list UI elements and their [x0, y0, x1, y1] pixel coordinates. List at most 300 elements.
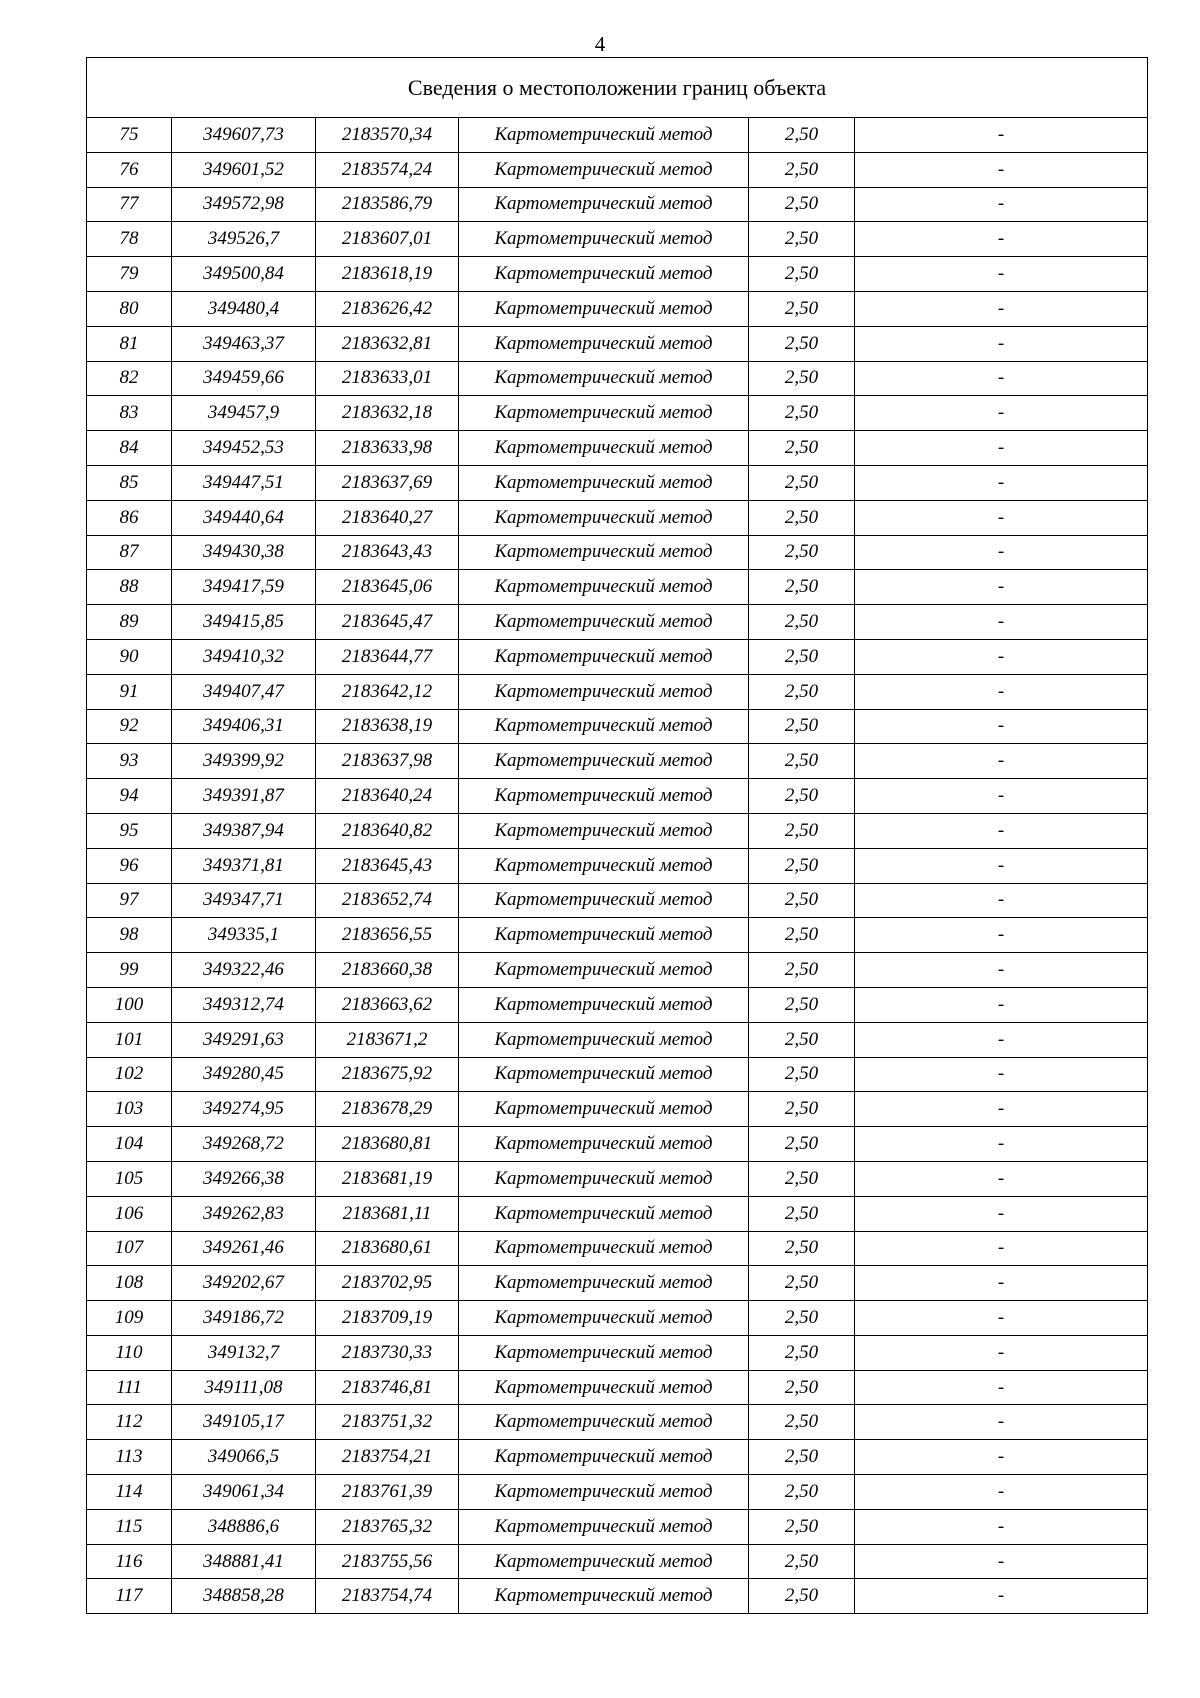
- point-number-cell: 76: [87, 152, 172, 187]
- accuracy-cell: 2,50: [749, 1057, 855, 1092]
- x-coordinate-cell: 349407,47: [172, 674, 316, 709]
- y-coordinate-cell: 2183632,81: [316, 326, 459, 361]
- x-coordinate-cell: 349266,38: [172, 1161, 316, 1196]
- y-coordinate-cell: 2183642,12: [316, 674, 459, 709]
- method-cell: Картометрический метод: [459, 779, 749, 814]
- point-number-cell: 98: [87, 918, 172, 953]
- point-number-cell: 102: [87, 1057, 172, 1092]
- description-cell: -: [855, 1544, 1148, 1579]
- x-coordinate-cell: 349387,94: [172, 813, 316, 848]
- table-row: [87, 918, 1148, 953]
- point-number-cell: 116: [87, 1544, 172, 1579]
- method-cell: Картометрический метод: [459, 118, 749, 153]
- method-cell: Картометрический метод: [459, 883, 749, 918]
- y-coordinate-cell: 2183761,39: [316, 1475, 459, 1510]
- y-coordinate-cell: 2183709,19: [316, 1301, 459, 1336]
- point-number-cell: 101: [87, 1022, 172, 1057]
- y-coordinate-cell: 2183671,2: [316, 1022, 459, 1057]
- y-coordinate-cell: 2183640,24: [316, 779, 459, 814]
- description-cell: -: [855, 744, 1148, 779]
- x-coordinate-cell: 349268,72: [172, 1127, 316, 1162]
- method-cell: Картометрический метод: [459, 605, 749, 640]
- x-coordinate-cell: 349526,7: [172, 222, 316, 257]
- method-cell: Картометрический метод: [459, 1405, 749, 1440]
- method-cell: Картометрический метод: [459, 1022, 749, 1057]
- table-row: [87, 1161, 1148, 1196]
- method-cell: Картометрический метод: [459, 431, 749, 466]
- point-number-cell: 105: [87, 1161, 172, 1196]
- x-coordinate-cell: 349061,34: [172, 1475, 316, 1510]
- table-row: [87, 605, 1148, 640]
- x-coordinate-cell: 349607,73: [172, 118, 316, 153]
- boundary-coordinates-table: [86, 57, 1148, 1614]
- method-cell: Картометрический метод: [459, 1440, 749, 1475]
- method-cell: Картометрический метод: [459, 709, 749, 744]
- x-coordinate-cell: 348881,41: [172, 1544, 316, 1579]
- table-row: [87, 1022, 1148, 1057]
- y-coordinate-cell: 2183645,06: [316, 570, 459, 605]
- page-number: 4: [594, 32, 606, 56]
- accuracy-cell: 2,50: [749, 396, 855, 431]
- table-row: [87, 1335, 1148, 1370]
- point-number-cell: 113: [87, 1440, 172, 1475]
- table-row: [87, 1544, 1148, 1579]
- accuracy-cell: 2,50: [749, 118, 855, 153]
- method-cell: Картометрический метод: [459, 361, 749, 396]
- description-cell: -: [855, 639, 1148, 674]
- x-coordinate-cell: 349291,63: [172, 1022, 316, 1057]
- accuracy-cell: 2,50: [749, 1370, 855, 1405]
- method-cell: Картометрический метод: [459, 1161, 749, 1196]
- description-cell: -: [855, 431, 1148, 466]
- description-cell: -: [855, 1509, 1148, 1544]
- description-cell: -: [855, 953, 1148, 988]
- accuracy-cell: 2,50: [749, 1266, 855, 1301]
- y-coordinate-cell: 2183570,34: [316, 118, 459, 153]
- table-row: [87, 1579, 1148, 1614]
- method-cell: Картометрический метод: [459, 1092, 749, 1127]
- description-cell: -: [855, 918, 1148, 953]
- y-coordinate-cell: 2183746,81: [316, 1370, 459, 1405]
- x-coordinate-cell: 349105,17: [172, 1405, 316, 1440]
- description-cell: -: [855, 1370, 1148, 1405]
- table-row: [87, 535, 1148, 570]
- x-coordinate-cell: 349280,45: [172, 1057, 316, 1092]
- method-cell: Картометрический метод: [459, 326, 749, 361]
- method-cell: Картометрический метод: [459, 639, 749, 674]
- description-cell: -: [855, 1579, 1148, 1614]
- point-number-cell: 92: [87, 709, 172, 744]
- y-coordinate-cell: 2183574,24: [316, 152, 459, 187]
- description-cell: -: [855, 1475, 1148, 1510]
- accuracy-cell: 2,50: [749, 953, 855, 988]
- point-number-cell: 95: [87, 813, 172, 848]
- y-coordinate-cell: 2183640,27: [316, 500, 459, 535]
- table-row: [87, 291, 1148, 326]
- description-cell: -: [855, 361, 1148, 396]
- y-coordinate-cell: 2183702,95: [316, 1266, 459, 1301]
- y-coordinate-cell: 2183644,77: [316, 639, 459, 674]
- table-row: [87, 709, 1148, 744]
- point-number-cell: 114: [87, 1475, 172, 1510]
- table-title: Сведения о местоположении границ объекта: [87, 58, 1148, 118]
- table-row: [87, 257, 1148, 292]
- method-cell: Картометрический метод: [459, 1127, 749, 1162]
- table-row: [87, 1196, 1148, 1231]
- description-cell: -: [855, 674, 1148, 709]
- x-coordinate-cell: 349399,92: [172, 744, 316, 779]
- accuracy-cell: 2,50: [749, 257, 855, 292]
- accuracy-cell: 2,50: [749, 744, 855, 779]
- table-row: [87, 222, 1148, 257]
- x-coordinate-cell: 349111,08: [172, 1370, 316, 1405]
- method-cell: Картометрический метод: [459, 1266, 749, 1301]
- accuracy-cell: 2,50: [749, 291, 855, 326]
- accuracy-cell: 2,50: [749, 883, 855, 918]
- accuracy-cell: 2,50: [749, 1231, 855, 1266]
- description-cell: -: [855, 1335, 1148, 1370]
- description-cell: -: [855, 152, 1148, 187]
- description-cell: -: [855, 570, 1148, 605]
- accuracy-cell: 2,50: [749, 326, 855, 361]
- method-cell: Картометрический метод: [459, 500, 749, 535]
- table-row: [87, 779, 1148, 814]
- method-cell: Картометрический метод: [459, 396, 749, 431]
- y-coordinate-cell: 2183645,43: [316, 848, 459, 883]
- method-cell: Картометрический метод: [459, 291, 749, 326]
- accuracy-cell: 2,50: [749, 1127, 855, 1162]
- table-row: [87, 500, 1148, 535]
- description-cell: -: [855, 1405, 1148, 1440]
- y-coordinate-cell: 2183643,43: [316, 535, 459, 570]
- table-row: [87, 431, 1148, 466]
- x-coordinate-cell: 348858,28: [172, 1579, 316, 1614]
- accuracy-cell: 2,50: [749, 605, 855, 640]
- point-number-cell: 78: [87, 222, 172, 257]
- table-row: [87, 1370, 1148, 1405]
- table-row: [87, 1405, 1148, 1440]
- point-number-cell: 100: [87, 987, 172, 1022]
- accuracy-cell: 2,50: [749, 848, 855, 883]
- point-number-cell: 97: [87, 883, 172, 918]
- method-cell: Картометрический метод: [459, 674, 749, 709]
- accuracy-cell: 2,50: [749, 987, 855, 1022]
- method-cell: Картометрический метод: [459, 1231, 749, 1266]
- x-coordinate-cell: 349463,37: [172, 326, 316, 361]
- accuracy-cell: 2,50: [749, 1579, 855, 1614]
- table-row: [87, 639, 1148, 674]
- point-number-cell: 93: [87, 744, 172, 779]
- y-coordinate-cell: 2183586,79: [316, 187, 459, 222]
- accuracy-cell: 2,50: [749, 1196, 855, 1231]
- method-cell: Картометрический метод: [459, 570, 749, 605]
- y-coordinate-cell: 2183680,61: [316, 1231, 459, 1266]
- x-coordinate-cell: 349371,81: [172, 848, 316, 883]
- description-cell: -: [855, 1231, 1148, 1266]
- table-row: [87, 953, 1148, 988]
- y-coordinate-cell: 2183618,19: [316, 257, 459, 292]
- y-coordinate-cell: 2183755,56: [316, 1544, 459, 1579]
- table-row: [87, 987, 1148, 1022]
- x-coordinate-cell: 349459,66: [172, 361, 316, 396]
- point-number-cell: 88: [87, 570, 172, 605]
- description-cell: -: [855, 848, 1148, 883]
- table-row: [87, 744, 1148, 779]
- x-coordinate-cell: 349430,38: [172, 535, 316, 570]
- method-cell: Картометрический метод: [459, 918, 749, 953]
- table-body: [87, 118, 1148, 1614]
- y-coordinate-cell: 2183626,42: [316, 291, 459, 326]
- y-coordinate-cell: 2183637,98: [316, 744, 459, 779]
- x-coordinate-cell: 349447,51: [172, 465, 316, 500]
- point-number-cell: 79: [87, 257, 172, 292]
- y-coordinate-cell: 2183754,21: [316, 1440, 459, 1475]
- table-row: [87, 1266, 1148, 1301]
- accuracy-cell: 2,50: [749, 1544, 855, 1579]
- description-cell: -: [855, 1092, 1148, 1127]
- point-number-cell: 77: [87, 187, 172, 222]
- description-cell: -: [855, 257, 1148, 292]
- table-row: [87, 883, 1148, 918]
- point-number-cell: 110: [87, 1335, 172, 1370]
- accuracy-cell: 2,50: [749, 674, 855, 709]
- method-cell: Картометрический метод: [459, 1057, 749, 1092]
- point-number-cell: 115: [87, 1509, 172, 1544]
- accuracy-cell: 2,50: [749, 361, 855, 396]
- description-cell: -: [855, 535, 1148, 570]
- x-coordinate-cell: 348886,6: [172, 1509, 316, 1544]
- point-number-cell: 112: [87, 1405, 172, 1440]
- table-row: [87, 1092, 1148, 1127]
- accuracy-cell: 2,50: [749, 918, 855, 953]
- point-number-cell: 99: [87, 953, 172, 988]
- accuracy-cell: 2,50: [749, 1405, 855, 1440]
- accuracy-cell: 2,50: [749, 779, 855, 814]
- point-number-cell: 106: [87, 1196, 172, 1231]
- x-coordinate-cell: 349274,95: [172, 1092, 316, 1127]
- x-coordinate-cell: 349457,9: [172, 396, 316, 431]
- accuracy-cell: 2,50: [749, 1475, 855, 1510]
- method-cell: Картометрический метод: [459, 1544, 749, 1579]
- accuracy-cell: 2,50: [749, 535, 855, 570]
- method-cell: Картометрический метод: [459, 953, 749, 988]
- table-row: [87, 1127, 1148, 1162]
- y-coordinate-cell: 2183640,82: [316, 813, 459, 848]
- description-cell: -: [855, 291, 1148, 326]
- y-coordinate-cell: 2183632,18: [316, 396, 459, 431]
- method-cell: Картометрический метод: [459, 257, 749, 292]
- y-coordinate-cell: 2183675,92: [316, 1057, 459, 1092]
- point-number-cell: 117: [87, 1579, 172, 1614]
- point-number-cell: 86: [87, 500, 172, 535]
- x-coordinate-cell: 349440,64: [172, 500, 316, 535]
- accuracy-cell: 2,50: [749, 1301, 855, 1336]
- y-coordinate-cell: 2183751,32: [316, 1405, 459, 1440]
- y-coordinate-cell: 2183663,62: [316, 987, 459, 1022]
- accuracy-cell: 2,50: [749, 1335, 855, 1370]
- table-title-row: [87, 58, 1148, 118]
- x-coordinate-cell: 349406,31: [172, 709, 316, 744]
- point-number-cell: 84: [87, 431, 172, 466]
- x-coordinate-cell: 349322,46: [172, 953, 316, 988]
- description-cell: -: [855, 118, 1148, 153]
- table-row: [87, 118, 1148, 153]
- description-cell: -: [855, 1301, 1148, 1336]
- y-coordinate-cell: 2183645,47: [316, 605, 459, 640]
- table-row: [87, 674, 1148, 709]
- accuracy-cell: 2,50: [749, 465, 855, 500]
- description-cell: -: [855, 1127, 1148, 1162]
- x-coordinate-cell: 349262,83: [172, 1196, 316, 1231]
- point-number-cell: 82: [87, 361, 172, 396]
- point-number-cell: 83: [87, 396, 172, 431]
- y-coordinate-cell: 2183754,74: [316, 1579, 459, 1614]
- accuracy-cell: 2,50: [749, 709, 855, 744]
- point-number-cell: 80: [87, 291, 172, 326]
- method-cell: Картометрический метод: [459, 987, 749, 1022]
- method-cell: Картометрический метод: [459, 535, 749, 570]
- y-coordinate-cell: 2183633,01: [316, 361, 459, 396]
- description-cell: -: [855, 1161, 1148, 1196]
- method-cell: Картометрический метод: [459, 1475, 749, 1510]
- y-coordinate-cell: 2183633,98: [316, 431, 459, 466]
- description-cell: -: [855, 605, 1148, 640]
- point-number-cell: 103: [87, 1092, 172, 1127]
- point-number-cell: 96: [87, 848, 172, 883]
- method-cell: Картометрический метод: [459, 848, 749, 883]
- description-cell: -: [855, 1057, 1148, 1092]
- table-row: [87, 813, 1148, 848]
- accuracy-cell: 2,50: [749, 152, 855, 187]
- description-cell: -: [855, 500, 1148, 535]
- table-row: [87, 1231, 1148, 1266]
- x-coordinate-cell: 349415,85: [172, 605, 316, 640]
- description-cell: -: [855, 987, 1148, 1022]
- x-coordinate-cell: 349066,5: [172, 1440, 316, 1475]
- point-number-cell: 91: [87, 674, 172, 709]
- y-coordinate-cell: 2183607,01: [316, 222, 459, 257]
- accuracy-cell: 2,50: [749, 1161, 855, 1196]
- description-cell: -: [855, 1196, 1148, 1231]
- y-coordinate-cell: 2183638,19: [316, 709, 459, 744]
- table-row: [87, 1440, 1148, 1475]
- x-coordinate-cell: 349500,84: [172, 257, 316, 292]
- point-number-cell: 104: [87, 1127, 172, 1162]
- method-cell: Картометрический метод: [459, 187, 749, 222]
- table-row: [87, 152, 1148, 187]
- x-coordinate-cell: 349417,59: [172, 570, 316, 605]
- method-cell: Картометрический метод: [459, 1335, 749, 1370]
- accuracy-cell: 2,50: [749, 639, 855, 674]
- description-cell: -: [855, 779, 1148, 814]
- point-number-cell: 107: [87, 1231, 172, 1266]
- x-coordinate-cell: 349601,52: [172, 152, 316, 187]
- table-row: [87, 1301, 1148, 1336]
- description-cell: -: [855, 1266, 1148, 1301]
- accuracy-cell: 2,50: [749, 1092, 855, 1127]
- y-coordinate-cell: 2183765,32: [316, 1509, 459, 1544]
- point-number-cell: 94: [87, 779, 172, 814]
- x-coordinate-cell: 349261,46: [172, 1231, 316, 1266]
- y-coordinate-cell: 2183730,33: [316, 1335, 459, 1370]
- point-number-cell: 111: [87, 1370, 172, 1405]
- method-cell: Картометрический метод: [459, 465, 749, 500]
- description-cell: -: [855, 187, 1148, 222]
- accuracy-cell: 2,50: [749, 1440, 855, 1475]
- y-coordinate-cell: 2183656,55: [316, 918, 459, 953]
- point-number-cell: 108: [87, 1266, 172, 1301]
- table-row: [87, 848, 1148, 883]
- point-number-cell: 75: [87, 118, 172, 153]
- method-cell: Картометрический метод: [459, 222, 749, 257]
- accuracy-cell: 2,50: [749, 431, 855, 466]
- table-row: [87, 187, 1148, 222]
- x-coordinate-cell: 349312,74: [172, 987, 316, 1022]
- accuracy-cell: 2,50: [749, 813, 855, 848]
- table-row: [87, 396, 1148, 431]
- point-number-cell: 87: [87, 535, 172, 570]
- y-coordinate-cell: 2183652,74: [316, 883, 459, 918]
- method-cell: Картометрический метод: [459, 1509, 749, 1544]
- method-cell: Картометрический метод: [459, 813, 749, 848]
- x-coordinate-cell: 349347,71: [172, 883, 316, 918]
- table-row: [87, 465, 1148, 500]
- description-cell: -: [855, 1440, 1148, 1475]
- table-row: [87, 1509, 1148, 1544]
- accuracy-cell: 2,50: [749, 500, 855, 535]
- point-number-cell: 90: [87, 639, 172, 674]
- description-cell: -: [855, 465, 1148, 500]
- y-coordinate-cell: 2183660,38: [316, 953, 459, 988]
- y-coordinate-cell: 2183678,29: [316, 1092, 459, 1127]
- method-cell: Картометрический метод: [459, 1579, 749, 1614]
- y-coordinate-cell: 2183681,19: [316, 1161, 459, 1196]
- x-coordinate-cell: 349410,32: [172, 639, 316, 674]
- accuracy-cell: 2,50: [749, 1022, 855, 1057]
- y-coordinate-cell: 2183637,69: [316, 465, 459, 500]
- x-coordinate-cell: 349335,1: [172, 918, 316, 953]
- point-number-cell: 85: [87, 465, 172, 500]
- x-coordinate-cell: 349572,98: [172, 187, 316, 222]
- x-coordinate-cell: 349202,67: [172, 1266, 316, 1301]
- method-cell: Картометрический метод: [459, 1196, 749, 1231]
- x-coordinate-cell: 349391,87: [172, 779, 316, 814]
- x-coordinate-cell: 349132,7: [172, 1335, 316, 1370]
- method-cell: Картометрический метод: [459, 1370, 749, 1405]
- accuracy-cell: 2,50: [749, 222, 855, 257]
- description-cell: -: [855, 222, 1148, 257]
- y-coordinate-cell: 2183680,81: [316, 1127, 459, 1162]
- accuracy-cell: 2,50: [749, 570, 855, 605]
- accuracy-cell: 2,50: [749, 187, 855, 222]
- method-cell: Картометрический метод: [459, 152, 749, 187]
- description-cell: -: [855, 326, 1148, 361]
- description-cell: -: [855, 709, 1148, 744]
- point-number-cell: 81: [87, 326, 172, 361]
- x-coordinate-cell: 349480,4: [172, 291, 316, 326]
- method-cell: Картометрический метод: [459, 1301, 749, 1336]
- table-row: [87, 361, 1148, 396]
- description-cell: -: [855, 883, 1148, 918]
- accuracy-cell: 2,50: [749, 1509, 855, 1544]
- point-number-cell: 89: [87, 605, 172, 640]
- point-number-cell: 109: [87, 1301, 172, 1336]
- method-cell: Картометрический метод: [459, 744, 749, 779]
- description-cell: -: [855, 1022, 1148, 1057]
- table-row: [87, 570, 1148, 605]
- y-coordinate-cell: 2183681,11: [316, 1196, 459, 1231]
- x-coordinate-cell: 349186,72: [172, 1301, 316, 1336]
